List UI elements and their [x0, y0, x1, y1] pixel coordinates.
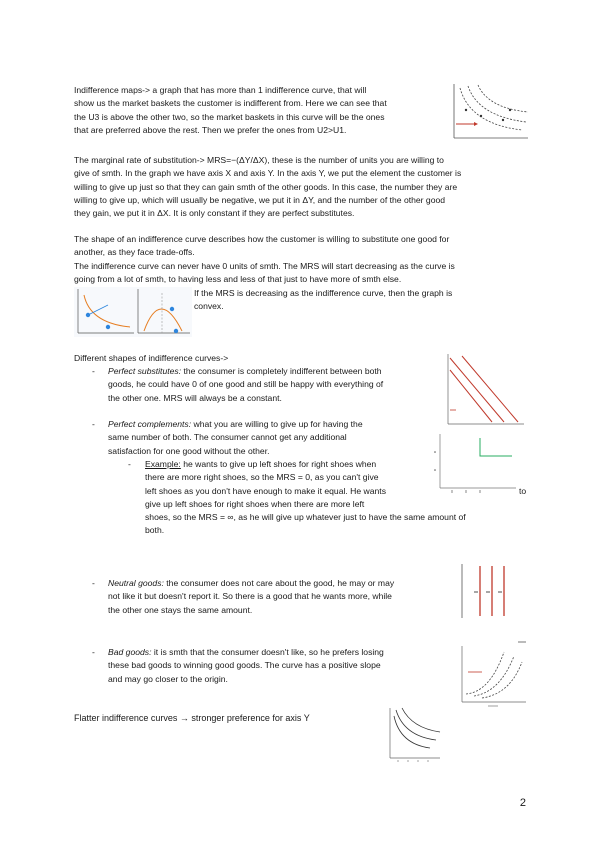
neutral-goods-paragraph: Neutral goods: the consumer does not care about the good, he may or may not like it but doesn't report it. So there is a good that he wants more, while the other one stays the same amount.	[108, 578, 395, 615]
bad-goods-title: Bad goods:	[108, 647, 152, 657]
indifference-map-figure	[448, 80, 530, 142]
perfect-complements-title: Perfect complements:	[108, 419, 192, 429]
shoes-example-paragraph: Example: he wants to give up left shoes for right shoes when there are more right shoes, so the MRS = 0, as you can't give left shoes as you don't have enough to make it equal. He wants give up left shoes for right shoes when there are more left shoes, so the MRS = ∞, as he will give up whatever just to have the same amount of both.	[145, 459, 466, 536]
perfect-substitutes-figure	[442, 352, 526, 428]
perfect-complements-paragraph: Perfect complements: what you are willing to give up for having the same number of both. The consumer cannot get any additional satisfaction for one good without the other.	[108, 419, 363, 456]
bullet-dash: -	[92, 578, 95, 588]
shapes-heading: Different shapes of indifference curves->	[74, 353, 229, 363]
bad-goods-figure	[452, 638, 530, 712]
convex-curves-figure	[74, 287, 192, 337]
convex-note-paragraph: If the MRS is decreasing as the indifference curve, then the graph is convex.	[194, 288, 453, 312]
page-number: 2	[519, 797, 526, 809]
bullet-dash: -	[92, 419, 95, 429]
sub-bullet-dash: -	[128, 459, 131, 469]
neutral-goods-figure	[458, 562, 522, 620]
perfect-complements-figure	[432, 432, 518, 496]
bullet-dash: -	[92, 647, 95, 657]
perfect-substitutes-paragraph: Perfect substitutes: the consumer is completely indifferent between both goods, he could have 0 of one good and still be happy with everything of the other one. MRS will always be a constant.	[108, 366, 384, 403]
bad-goods-paragraph: Bad goods: it is smth that the consumer doesn't like, so he prefers losing these bad goods to winning good goods. The curve has a positive slope and may go closer to the origin.	[108, 647, 384, 684]
perfect-substitutes-title: Perfect substitutes:	[108, 366, 182, 376]
neutral-goods-title: Neutral goods:	[108, 578, 164, 588]
stray-word: to	[519, 486, 527, 496]
flatter-curves-note: Flatter indifference curves → stronger preference for axis Y	[74, 713, 310, 723]
flatter-curves-figure	[384, 706, 442, 764]
bullet-dash: -	[92, 366, 95, 376]
example-label: Example:	[145, 459, 181, 469]
curve-shape-paragraph: The shape of an indifference curve describes how the customer is willing to substitute one good for another, as they face trade-offs. The indifference curve can never have 0 units of smth. The MRS will start decreasing as the curve is going from a lot of smth, to having less and less of that just to have more of smth else.	[74, 234, 455, 284]
mrs-paragraph: The marginal rate of substitution-> MRS=−(ΔY/ΔX), these is the number of units you are willing to give of smth. In the graph we have axis X and axis Y. In the axis Y, we put the element the customer is willing to give up just so that they can gain smth of the other goods. In this case, the number they are willing to give up, which will usually be negative, we put it in ΔY, and the number of the other good they gain, we put it in ΔX. It is only constant if they are perfect substitutes.	[74, 155, 462, 219]
indifference-maps-paragraph: Indifference maps-> a graph that has more than 1 indifference curve, that will show us the market baskets the customer is indifferent from. Here we can see that the U3 is above the other two, so the market baskets in this curve will be the ones that are preferred above the rest. Then we prefer the ones from U2>U1.	[74, 85, 387, 135]
